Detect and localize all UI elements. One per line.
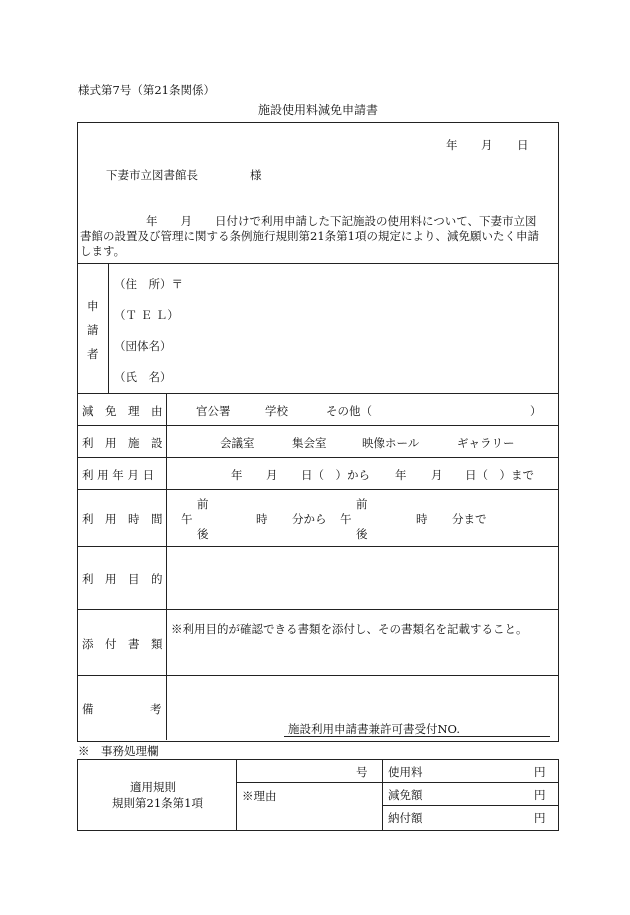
- facility-option-assembly-room: 集会室: [292, 436, 327, 450]
- documents-label: 添 付 書 類: [82, 637, 163, 651]
- permit-number-label: 施設利用申請書兼許可書受付NO.: [288, 722, 460, 736]
- body-line-2: 書館の設置及び管理に関する条例施行規則第21条第1項の規定により、減免願いたく申請: [80, 229, 539, 243]
- time-to-am: 前: [356, 497, 368, 511]
- office-number-label: 号: [356, 765, 368, 779]
- applicant-address-label: （住 所）〒: [114, 277, 183, 291]
- reason-label: 減 免 理 由: [82, 404, 163, 418]
- office-payment-yen: 円: [534, 811, 546, 825]
- applicant-tel-label: （Ｔ Ｅ Ｌ）: [114, 308, 179, 322]
- time-to-noon-char: 午: [340, 512, 352, 526]
- office-reason-label: ※理由: [242, 789, 277, 803]
- usage-date-to-year: 年: [395, 468, 407, 482]
- facility-option-gallery: ギャラリー: [457, 436, 515, 450]
- office-discount-label: 減免額: [388, 788, 423, 802]
- remarks-label-right: 考: [150, 702, 162, 716]
- applicant-label-char-3: 者: [87, 347, 99, 361]
- office-use-heading: ※ 事務処理欄: [78, 744, 159, 758]
- reason-option-other: その他（: [326, 404, 372, 418]
- time-from-hour: 時: [256, 512, 268, 526]
- addressee-honorific: 様: [250, 168, 262, 182]
- body-line-1: 年 月 日付けで利用申請した下記施設の使用料について、下妻市立図: [146, 214, 537, 228]
- time-from-minute: 分から: [292, 512, 327, 526]
- applicant-name-label: （氏 名）: [114, 370, 172, 384]
- usage-date-from-day: 日（ ）から: [301, 468, 370, 482]
- addressee-name: 下妻市立図書館長: [106, 168, 198, 182]
- remarks-label-left: 備: [82, 702, 94, 716]
- office-fee-yen: 円: [534, 765, 546, 779]
- applicant-label-char-1: 申: [87, 299, 99, 313]
- facility-label: 利 用 施 設: [82, 436, 163, 450]
- time-to-hour: 時: [416, 512, 428, 526]
- applicant-label-char-2: 請: [87, 323, 99, 337]
- time-from-pm: 後: [197, 527, 209, 541]
- office-rule-title: 適用規則: [130, 780, 176, 794]
- date-month-label: 月: [481, 138, 493, 152]
- usage-time-label: 利 用 時 間: [82, 512, 163, 526]
- time-to-minute: 分まで: [452, 512, 487, 526]
- usage-date-to-month: 月: [431, 468, 443, 482]
- applicant-group-label: （団体名）: [114, 339, 172, 353]
- reason-close-paren: ）: [530, 404, 542, 418]
- facility-option-conference-room: 会議室: [220, 436, 255, 450]
- purpose-label: 利 用 目 的: [82, 572, 163, 586]
- date-year-label: 年: [446, 138, 458, 152]
- usage-date-label: 利 用 年 月 日: [82, 468, 155, 482]
- facility-option-video-hall: 映像ホール: [362, 436, 420, 450]
- body-line-3: します。: [80, 244, 126, 258]
- reason-option-government: 官公署: [196, 404, 231, 418]
- time-from-noon-char: 午: [181, 512, 193, 526]
- office-fee-label: 使用料: [388, 765, 423, 779]
- form-number: 様式第7号（第21条関係）: [78, 83, 215, 97]
- date-day-label: 日: [517, 138, 529, 152]
- usage-date-from-year: 年: [231, 468, 243, 482]
- reason-option-school: 学校: [265, 404, 288, 418]
- office-rule-text: 規則第21条第1項: [112, 796, 203, 810]
- office-discount-yen: 円: [534, 788, 546, 802]
- usage-date-to-day: 日（ ）まで: [465, 468, 534, 482]
- usage-date-from-month: 月: [266, 468, 278, 482]
- document-title: 施設使用料減免申請書: [258, 103, 379, 117]
- office-payment-label: 納付額: [388, 811, 423, 825]
- documents-note: ※利用目的が確認できる書類を添付し、その書類名を記載すること。: [171, 622, 528, 636]
- time-from-am: 前: [197, 497, 209, 511]
- time-to-pm: 後: [356, 527, 368, 541]
